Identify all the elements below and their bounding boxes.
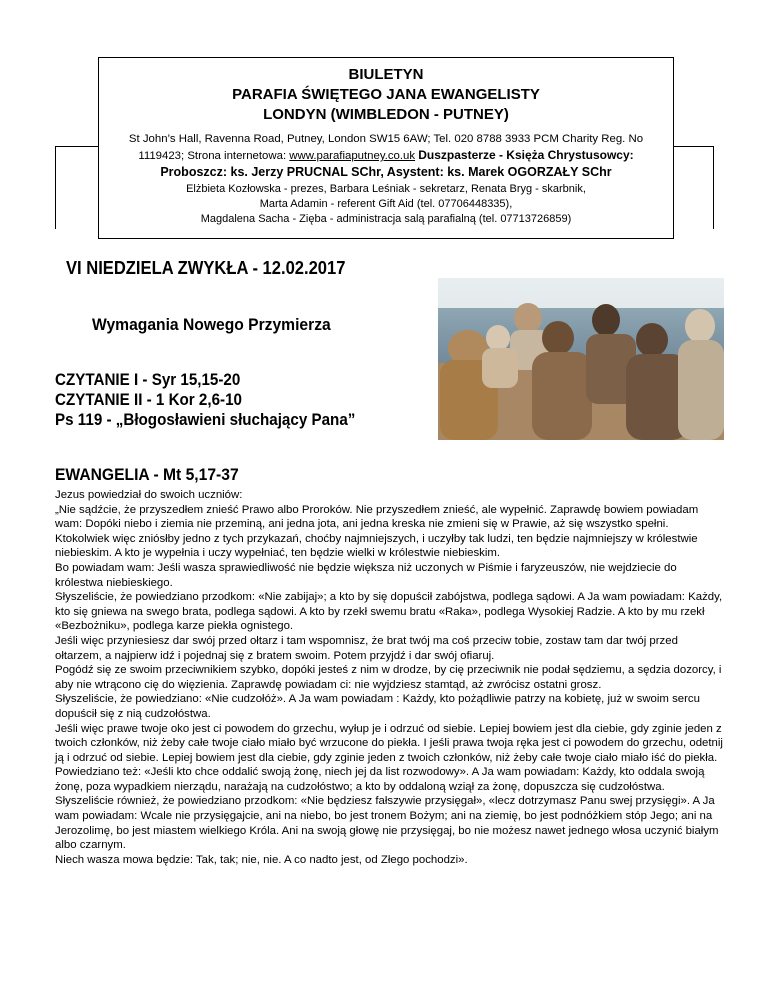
gospel-paragraph: Słyszeliście, że powiedziano przodkom: «Nie zabijaj»; a kto by się dopuścił zabójstwa, podlega sądowi. A Ja wam powiadam: Każdy, kto się gniewa na swego brata, podlega sądowi. A kto by rzekł swemu bratu «Raka», podlega Wysokiej Radzie. A kto by mu rzekł «Bezbożniku», podlega karze piekła ognistego. (55, 591, 723, 633)
reading-item: CZYTANIE II - 1 Kor 2,6-10 (55, 391, 242, 409)
sunday-title: VI NIEDZIELA ZWYKŁA - 12.02.2017 (66, 258, 346, 278)
readings-list (55, 370, 355, 430)
priests-line: Proboszcz: ks. Jerzy PRUCNAL SChr, Asystent: ks. Marek OGORZAŁY SChr (160, 165, 612, 179)
frame-line-top-left (55, 146, 98, 147)
address-line-2: 1119423; Strona internetowa: (138, 150, 290, 162)
gospel-paragraph: Powiedziano też: «Jeśli kto chce oddalić swoją żonę, niech jej da list rozwodowy». A Ja wam powiadam: Każdy, kto oddala swoją żonę, poza wypadkiem nierządu, narażają na cudzołóstwo; a kto by oddaloną wziął za żonę, dopuszcza się cudzołóstwa. (55, 766, 705, 793)
staff-line: Marta Adamin - referent Gift Aid (tel. 07706448335), (259, 198, 513, 210)
frame-line-left (55, 146, 56, 229)
gospel-paragraph: Jeśli więc prawe twoje oko jest ci powodem do grzechu, wyłup je i odrzuć od siebie. Lepiej bowiem jest dla ciebie, gdy zginie jeden z twoich członków, niż żeby całe twoje ciało miało być wrzucone do piekła. I jeśli prawa twoja ręka jest ci powodem do grzechu, odetnij ją i odrzuć od siebie. Lepiej bowiem jest dla ciebie, gdy zginie jeden z twoich członków, niż żeby całe twoje ciało miało iść do piekła. (55, 722, 723, 764)
gospel-paragraph: Słyszeliście, że powiedziano: «Nie cudzołóż». A Ja wam powiadam : Każdy, kto pożądliwie patrzy na kobietę, już w swoim sercu dopuścił się z nią cudzołóstwa. (55, 693, 700, 720)
bulletin-title: BIULETYN (348, 66, 424, 83)
gospel-paragraph: Pogódź się ze swoim przeciwnikiem szybko, dopóki jesteś z nim w drodze, by cię przeciwnik nie podał sędziemu, a sędzia dozorcy, i aby nie wtrącono cię do więzienia. Zaprawdę powiadam ci: nie wyjdziesz stamtąd, aż zwrócisz ostatni grosz. (55, 664, 722, 691)
staff-line: Magdalena Sacha - Zięba - administracja salą parafialną (tel. 07713726859) (200, 213, 572, 225)
staff-line: Elżbieta Kozłowska - prezes, Barbara Leśniak - sekretarz, Renata Bryg - skarbnik, (186, 183, 586, 195)
gospel-paragraph: Bo powiadam wam: Jeśli wasza sprawiedliwość nie będzie większa niż uczonych w Piśmie i faryzeuszów, nie wejdziecie do królestwa niebieskiego. (55, 561, 677, 589)
parish-address (99, 131, 673, 164)
jesus-teaching-disciples-image (438, 278, 724, 440)
gospel-text (55, 488, 725, 867)
topic-title: Wymagania Nowego Przymierza (92, 315, 331, 334)
frame-line-top-right (674, 146, 714, 147)
reading-item: Ps 119 - „Błogosławieni słuchający Pana” (55, 411, 356, 429)
gospel-paragraph: Niech wasza mowa będzie: Tak, tak; nie, nie. A co nadto jest, od Złego pochodzi». (55, 853, 468, 866)
gospel-paragraph: Ktokolwiek więc zniósłby jedno z tych przykazań, choćby najmniejszych, i uczyłby tak ludzi, ten będzie najmniejszy w królestwie niebieskim. A kto je wypełnia i uczy wypełniać, ten będzie wielki w królestwie niebieskim. (55, 532, 698, 560)
gospel-paragraph: Jeśli więc przyniesiesz dar swój przed ołtarz i tam wspomnisz, że brat twój ma coś przeciw tobie, zostaw tam dar twój przed ołtarzem, a najpierw idź i pojednaj się z bratem swoim. Potem przyjdź i dar swój ofiaruj. (55, 634, 678, 662)
gospel-paragraph: Jezus powiedział do swoich uczniów: (55, 489, 243, 501)
parish-name: PARAFIA ŚWIĘTEGO JANA EWANGELISTY (232, 86, 540, 103)
parish-location: LONDYN (WIMBLEDON - PUTNEY) (263, 106, 509, 123)
gospel-paragraph: Słyszeliście również, że powiedziano przodkom: «Nie będziesz fałszywie przysięgał», «lecz dotrzymasz Panu swej przysięgi». A Ja wam powiadam: Wcale nie przysięgajcie, ani na niebo, bo jest tronem Bożym; ani na ziemię, bo jest podnóżkiem stóp Jego; ani na Jerozolimę, bo jest miastem wielkiego Króla. Ani na swoją głowę nie przysięgaj, bo nie możesz nawet jednego włosa uczynić białym albo czarnym. (55, 795, 719, 852)
gospel-heading: EWANGELIA - Mt 5,17-37 (55, 465, 239, 484)
bulletin-header (98, 57, 674, 239)
gospel-paragraph: „Nie sądźcie, że przyszedłem znieść Prawo albo Proroków. Nie przyszedłem znieść, ale wypełnić. Zaprawdę bowiem powiadam wam: Dopóki niebo i ziemia nie przeminą, ani jedna jota, ani jedna kreska nie zmieni się w Prawie, aż się wszystko spełni. (55, 503, 699, 531)
pastors-label: Duszpasterze - Księża Chrystusowcy: (418, 148, 634, 162)
website-link[interactable]: www.parafiaputney.co.uk (289, 150, 416, 162)
reading-item: CZYTANIE I - Syr 15,15-20 (55, 371, 241, 389)
frame-line-right (713, 146, 714, 229)
address-line: St John’s Hall, Ravenna Road, Putney, London SW15 6AW; Tel. 020 8788 3933 PCM Charity Reg. No (128, 133, 644, 145)
staff-list (99, 182, 673, 227)
